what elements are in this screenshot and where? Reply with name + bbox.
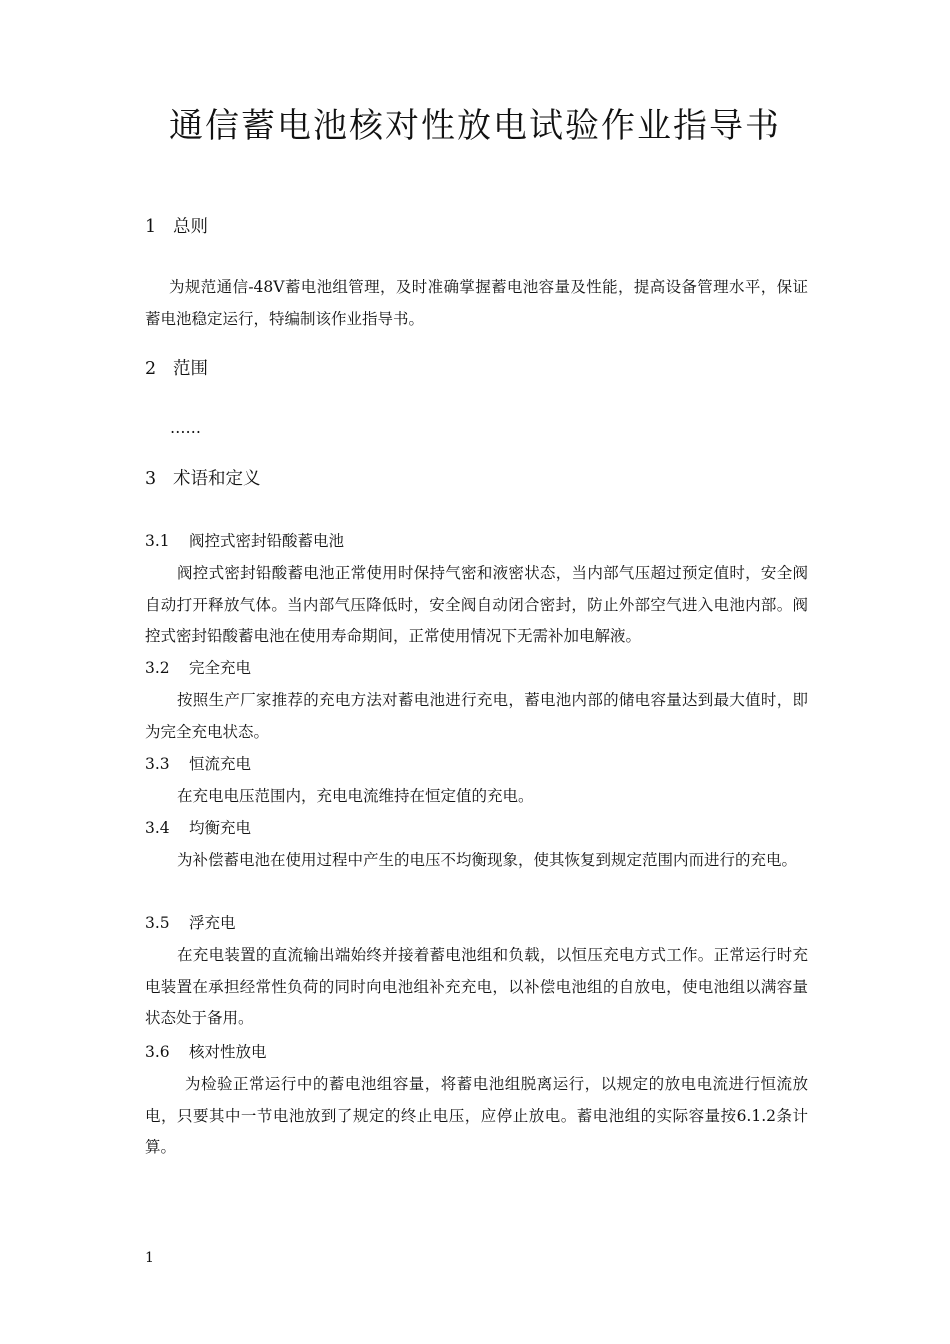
- document-title: 通信蓄电池核对性放电试验作业指导书: [169, 106, 781, 146]
- subsection-heading-3-2: [145, 656, 251, 680]
- subsection-heading-3-6: [145, 1040, 267, 1064]
- subsection-title: 浮充电: [189, 914, 236, 932]
- paragraph-3-5: 在充电装置的直流输出端始终并接着蓄电池组和负载，以恒压充电方式工作。正常运行时充电装置在承担经常性负荷的同时向电池组补充充电，以补偿电池组的自放电，使电池组以满容量状态处于备用。: [145, 946, 808, 1027]
- subsection-heading-3-5: [145, 911, 236, 935]
- section-number: 1: [145, 217, 157, 237]
- subsection-number: 3.5: [145, 914, 170, 932]
- paragraph-scope: ……: [170, 419, 201, 437]
- paragraph-general: 为规范通信-48V蓄电池组管理，及时准确掌握蓄电池容量及性能，提高设备管理水平，保证蓄电池稳定运行，特编制该作业指导书。: [145, 278, 808, 328]
- subsection-heading-3-3: [145, 752, 251, 776]
- subsection-number: 3.6: [145, 1043, 170, 1061]
- section-title: 总则: [173, 217, 208, 237]
- subsection-number: 3.2: [145, 659, 170, 677]
- subsection-heading-3-4: [145, 816, 251, 840]
- subsection-number: 3.1: [145, 532, 170, 550]
- section-title: 术语和定义: [173, 469, 261, 489]
- section-heading-2: [145, 356, 208, 382]
- section-title: 范围: [173, 359, 208, 379]
- section-number: 2: [145, 359, 157, 379]
- subsection-title: 核对性放电: [189, 1043, 267, 1061]
- paragraph-3-3: 在充电电压范围内，充电电流维持在恒定值的充电。: [177, 787, 534, 805]
- subsection-title: 完全充电: [189, 659, 252, 677]
- subsection-number: 3.3: [145, 755, 170, 773]
- subsection-title: 阀控式密封铅酸蓄电池: [189, 532, 345, 550]
- paragraph-3-2: 按照生产厂家推荐的充电方法对蓄电池进行充电，蓄电池内部的储电容量达到最大值时，即为完全充电状态。: [145, 691, 808, 741]
- paragraph-3-6: 为检验正常运行中的蓄电池组容量，将蓄电池组脱离运行，以规定的放电电流进行恒流放电，只要其中一节电池放到了规定的终止电压，应停止放电。蓄电池组的实际容量按6.1.2条计算。: [145, 1075, 808, 1156]
- page-number: 1: [145, 1250, 154, 1266]
- paragraph-3-4: 为补偿蓄电池在使用过程中产生的电压不均衡现象，使其恢复到规定范围内而进行的充电。: [177, 851, 798, 869]
- subsection-number: 3.4: [145, 819, 170, 837]
- paragraph-3-1: 阀控式密封铅酸蓄电池正常使用时保持气密和液密状态，当内部气压超过预定值时，安全阀自动打开释放气体。当内部气压降低时，安全阀自动闭合密封，防止外部空气进入电池内部。阀控式密封铅酸蓄电池在使用寿命期间，正常使用情况下无需补加电解液。: [145, 564, 808, 645]
- subsection-title: 均衡充电: [189, 819, 252, 837]
- subsection-heading-3-1: [145, 529, 344, 553]
- section-heading-1: [145, 214, 208, 240]
- section-number: 3: [145, 469, 157, 489]
- section-heading-3: [145, 466, 261, 492]
- subsection-title: 恒流充电: [189, 755, 252, 773]
